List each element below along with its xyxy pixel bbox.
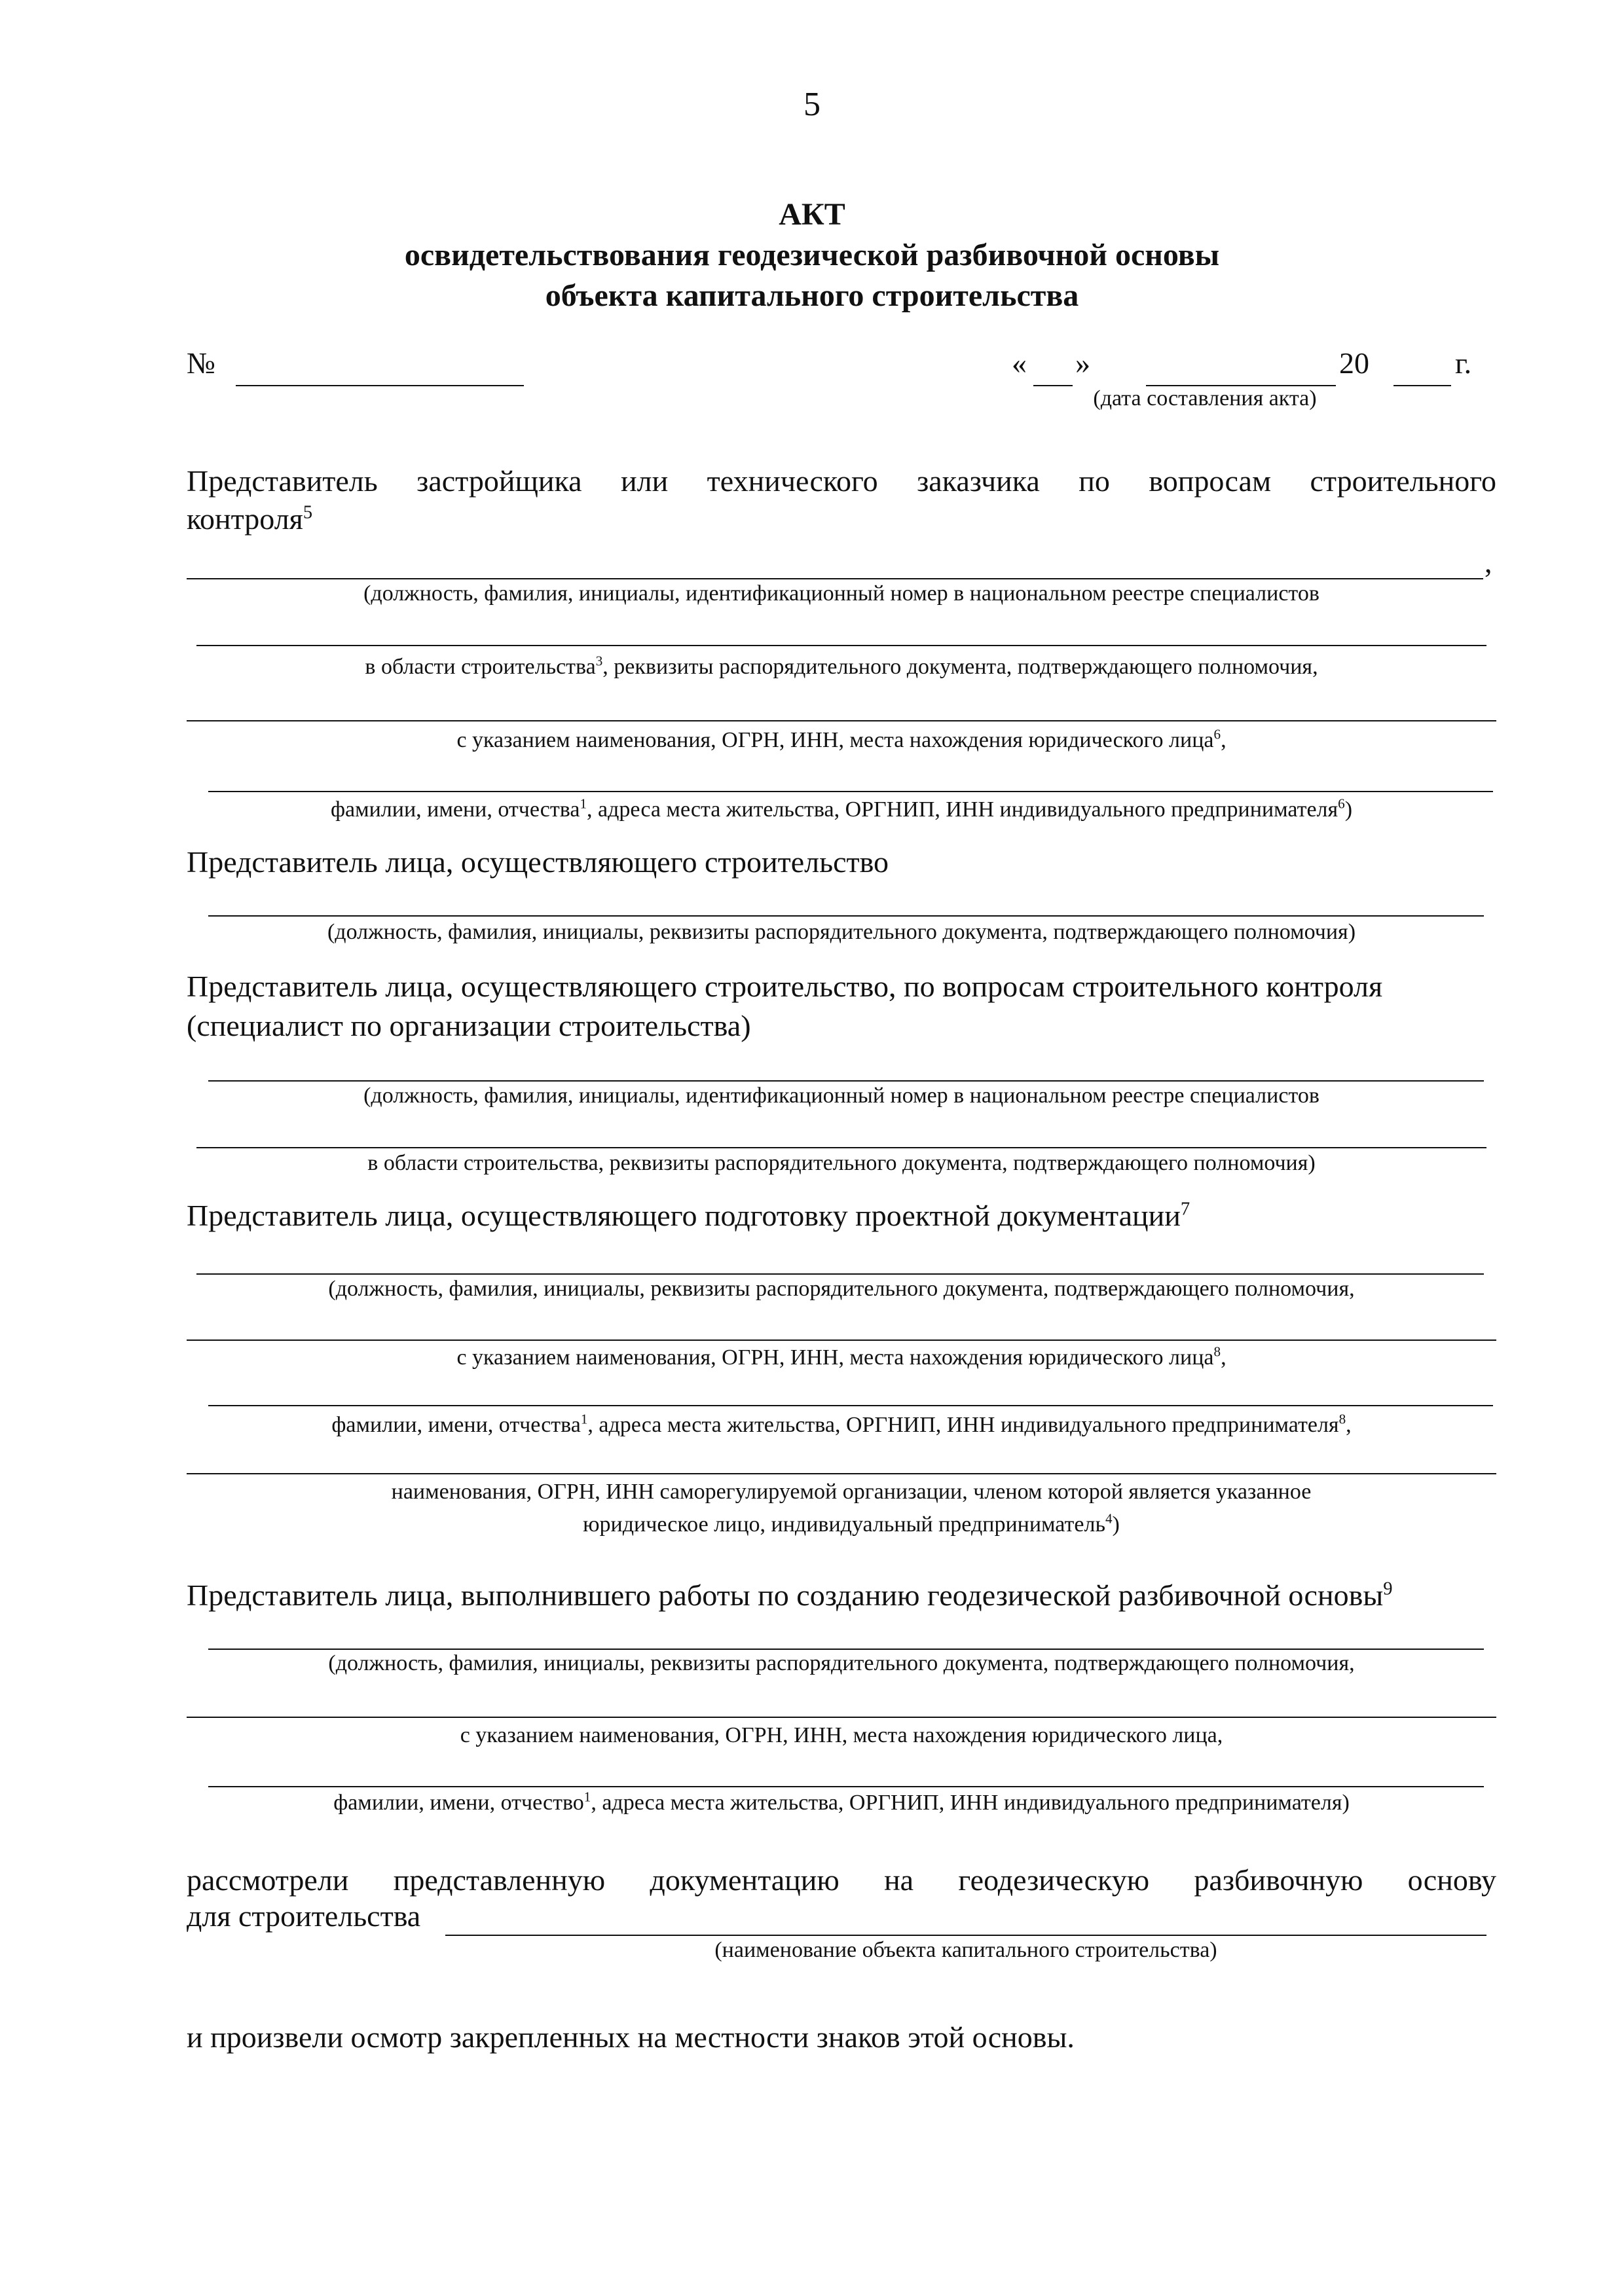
designer-rep-caption-2: с указанием наименования, ОГРН, ИНН, места нахождения юридического лица$^8$, <box>456 1343 1227 1370</box>
act-number-field[interactable] <box>236 385 524 386</box>
footnote-ref: 5 <box>303 502 313 523</box>
customer-rep-caption-2: в области строительства$^3$, реквизиты распорядительного документа, подтверждающего полномочия, <box>365 653 1318 679</box>
builder-rep-caption: (должность, фамилия, инициалы, реквизиты распорядительного документа, подтверждающего полномочия) <box>327 920 1356 944</box>
day-field[interactable] <box>1033 385 1073 386</box>
builder-control-rep-field-2[interactable] <box>196 1147 1486 1148</box>
designer-rep-field-3[interactable] <box>208 1405 1493 1406</box>
quote-close: » <box>1075 346 1090 380</box>
year-prefix: 20 <box>1339 346 1369 380</box>
number-sign: № <box>187 346 215 380</box>
customer-rep-field-1[interactable] <box>187 578 1483 579</box>
builder-control-rep-label-line2: (специалист по организации строительства) <box>187 1009 751 1042</box>
comma: , <box>1485 545 1492 579</box>
object-name-field[interactable] <box>445 1935 1486 1936</box>
geodesy-rep-field-3[interactable] <box>208 1786 1484 1787</box>
date-caption: (дата составления акта) <box>1093 386 1317 410</box>
closing-final: и произвели осмотр закрепленных на местности знаков этой основы. <box>187 2020 1075 2054</box>
designer-rep-caption-1: (должность, фамилия, инициалы, реквизиты распорядительного документа, подтверждающего полномочия, <box>328 1277 1355 1301</box>
geodesy-rep-caption-1: (должность, фамилия, инициалы, реквизиты распорядительного документа, подтверждающего полномочия, <box>328 1651 1355 1675</box>
act-title: АКТ <box>779 197 845 232</box>
year-suffix: г. <box>1455 346 1472 380</box>
geodesy-rep-caption-2: с указанием наименования, ОГРН, ИНН, места нахождения юридического лица, <box>460 1723 1223 1747</box>
designer-rep-field-4[interactable] <box>187 1473 1496 1474</box>
year-field[interactable] <box>1393 385 1451 386</box>
customer-rep-caption-3: с указанием наименования, ОГРН, ИНН, места нахождения юридического лица$^6$, <box>456 726 1227 752</box>
geodesy-rep-label: Представитель лица, выполнившего работы по созданию геодезической разбивочной основы$^9$ <box>187 1578 1393 1612</box>
builder-rep-label: Представитель лица, осуществляющего строительство <box>187 845 889 879</box>
designer-rep-caption-3: фамилии, имени, отчества$^1$, адреса места жительства, ОРГНИП, ИНН индивидуального предпринимателя$^8$, <box>331 1411 1352 1437</box>
designer-rep-caption-5: юридическое лицо, индивидуальный предприниматель$^4$) <box>583 1510 1120 1537</box>
geodesy-rep-field-2[interactable] <box>187 1717 1496 1718</box>
customer-rep-label-line1: Представитель застройщика или технического заказчика по вопросам строительного <box>187 464 1496 498</box>
customer-rep-field-4[interactable] <box>208 791 1493 792</box>
builder-rep-field[interactable] <box>208 915 1484 917</box>
designer-rep-field-2[interactable] <box>187 1339 1496 1341</box>
builder-control-rep-caption-1: (должность, фамилия, инициалы, идентификационный номер в национальном реестре специалистов <box>363 1084 1320 1108</box>
customer-rep-field-3[interactable] <box>187 720 1496 721</box>
builder-control-rep-label-line1: Представитель лица, осуществляющего строительство, по вопросам строительного контроля <box>187 970 1383 1003</box>
closing-line1: рассмотрели представленную документацию на геодезическую разбивочную основу <box>187 1863 1496 1897</box>
designer-rep-label: Представитель лица, осуществляющего подготовку проектной документации$^7$ <box>187 1199 1190 1232</box>
act-subtitle-line2: объекта капитального строительства <box>545 278 1079 313</box>
customer-rep-caption-1: (должность, фамилия, инициалы, идентификационный номер в национальном реестре специалистов <box>363 581 1320 606</box>
builder-control-rep-field-1[interactable] <box>208 1080 1484 1082</box>
closing-line2: для строительства <box>187 1899 421 1933</box>
act-subtitle-line1: освидетельствования геодезической разбивочной основы <box>404 238 1220 272</box>
page-number: 5 <box>803 86 821 123</box>
geodesy-rep-caption-3: фамилии, имени, отчество$^1$, адреса места жительства, ОРГНИП, ИНН индивидуального предпринимателя) <box>333 1789 1350 1815</box>
customer-rep-field-2[interactable] <box>196 645 1486 646</box>
geodesy-rep-field-1[interactable] <box>208 1649 1484 1650</box>
customer-rep-caption-4: фамилии, имени, отчества$^1$, адреса места жительства, ОРГНИП, ИНН индивидуального предпринимателя$^6$) <box>330 795 1353 822</box>
builder-control-rep-caption-2: в области строительства, реквизиты распорядительного документа, подтверждающего полномочия) <box>367 1151 1316 1175</box>
designer-rep-caption-4: наименования, ОГРН, ИНН саморегулируемой организации, членом которой является указанное <box>391 1480 1312 1504</box>
object-name-caption: (наименование объекта капитального строительства) <box>714 1938 1217 1962</box>
designer-rep-field-1[interactable] <box>196 1273 1484 1275</box>
quote-open: « <box>1012 346 1027 380</box>
customer-rep-label-line2: контроля$^5$ <box>187 502 313 536</box>
